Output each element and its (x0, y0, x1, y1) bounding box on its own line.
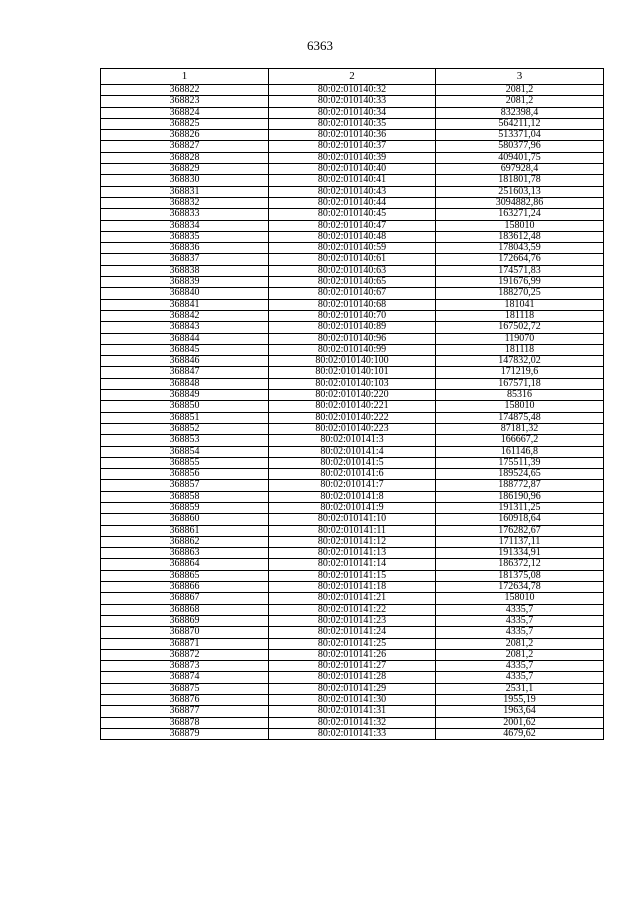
value-cell: 171137,11 (436, 536, 604, 547)
row-number-cell: 368854 (101, 446, 269, 457)
table-row (101, 638, 604, 649)
row-number-cell: 368824 (101, 107, 269, 118)
cadastral-number-cell: 80:02:010141:12 (269, 536, 436, 547)
table-row (101, 164, 604, 175)
value-cell: 2081,2 (436, 85, 604, 96)
cadastral-number-cell: 80:02:010141:25 (269, 638, 436, 649)
row-number-cell: 368852 (101, 423, 269, 434)
cadastral-number-cell: 80:02:010140:40 (269, 164, 436, 175)
cadastral-number-cell: 80:02:010141:30 (269, 695, 436, 706)
cadastral-number-cell: 80:02:010140:36 (269, 130, 436, 141)
row-number-cell: 368822 (101, 85, 269, 96)
cadastral-number-cell: 80:02:010141:23 (269, 615, 436, 626)
cadastral-number-cell: 80:02:010140:89 (269, 322, 436, 333)
value-cell: 513371,04 (436, 130, 604, 141)
cadastral-number-cell: 80:02:010141:10 (269, 514, 436, 525)
value-cell: 186372,12 (436, 559, 604, 570)
value-cell: 188772,87 (436, 480, 604, 491)
table-row (101, 96, 604, 107)
value-cell: 1963,64 (436, 706, 604, 717)
cadastral-number-cell: 80:02:010140:39 (269, 152, 436, 163)
table-row (101, 480, 604, 491)
cadastral-number-cell: 80:02:010141:7 (269, 480, 436, 491)
table-row (101, 333, 604, 344)
cadastral-number-cell: 80:02:010141:14 (269, 559, 436, 570)
table-row (101, 243, 604, 254)
value-cell: 181041 (436, 299, 604, 310)
column-header-2: 2 (269, 69, 436, 85)
row-number-cell: 368839 (101, 277, 269, 288)
value-cell: 2001,62 (436, 717, 604, 728)
cadastral-number-cell: 80:02:010141:27 (269, 661, 436, 672)
value-cell: 564211,12 (436, 118, 604, 129)
table-row (101, 536, 604, 547)
table-row (101, 141, 604, 152)
value-cell: 172634,78 (436, 582, 604, 593)
row-number-cell: 368875 (101, 683, 269, 694)
cadastral-number-cell: 80:02:010141:33 (269, 728, 436, 739)
value-cell: 171219,6 (436, 367, 604, 378)
row-number-cell: 368873 (101, 661, 269, 672)
row-number-cell: 368855 (101, 457, 269, 468)
table-row (101, 502, 604, 513)
column-header-3: 3 (436, 69, 604, 85)
row-number-cell: 368848 (101, 378, 269, 389)
table-row (101, 152, 604, 163)
row-number-cell: 368849 (101, 390, 269, 401)
value-cell: 166667,2 (436, 435, 604, 446)
value-cell: 580377,96 (436, 141, 604, 152)
row-number-cell: 368841 (101, 299, 269, 310)
cadastral-number-cell: 80:02:010140:223 (269, 423, 436, 434)
value-cell: 181118 (436, 310, 604, 321)
row-number-cell: 368879 (101, 728, 269, 739)
row-number-cell: 368830 (101, 175, 269, 186)
row-number-cell: 368826 (101, 130, 269, 141)
cadastral-number-cell: 80:02:010140:221 (269, 401, 436, 412)
cadastral-number-cell: 80:02:010140:47 (269, 220, 436, 231)
row-number-cell: 368856 (101, 469, 269, 480)
table-row (101, 695, 604, 706)
table-row (101, 514, 604, 525)
value-cell: 167502,72 (436, 322, 604, 333)
row-number-cell: 368829 (101, 164, 269, 175)
table-row (101, 254, 604, 265)
value-cell: 163271,24 (436, 209, 604, 220)
table-row (101, 570, 604, 581)
value-cell: 176282,67 (436, 525, 604, 536)
row-number-cell: 368850 (101, 401, 269, 412)
value-cell: 4335,7 (436, 661, 604, 672)
value-cell: 158010 (436, 220, 604, 231)
table-row (101, 491, 604, 502)
table-row (101, 423, 604, 434)
value-cell: 167571,18 (436, 378, 604, 389)
value-cell: 161146,8 (436, 446, 604, 457)
value-cell: 4335,7 (436, 627, 604, 638)
table-row (101, 85, 604, 96)
cadastral-number-cell: 80:02:010141:15 (269, 570, 436, 581)
cadastral-number-cell: 80:02:010140:41 (269, 175, 436, 186)
cadastral-number-cell: 80:02:010140:103 (269, 378, 436, 389)
table-row (101, 367, 604, 378)
value-cell: 188270,25 (436, 288, 604, 299)
table-row (101, 288, 604, 299)
value-cell: 697928,4 (436, 164, 604, 175)
table-row (101, 717, 604, 728)
value-cell: 160918,64 (436, 514, 604, 525)
cadastral-number-cell: 80:02:010140:63 (269, 265, 436, 276)
value-cell: 186190,96 (436, 491, 604, 502)
value-cell: 85316 (436, 390, 604, 401)
cadastral-number-cell: 80:02:010141:28 (269, 672, 436, 683)
value-cell: 174571,83 (436, 265, 604, 276)
row-number-cell: 368846 (101, 356, 269, 367)
cadastral-number-cell: 80:02:010141:9 (269, 502, 436, 513)
cadastral-number-cell: 80:02:010140:70 (269, 310, 436, 321)
table-row (101, 186, 604, 197)
row-number-cell: 368845 (101, 344, 269, 355)
row-number-cell: 368823 (101, 96, 269, 107)
row-number-cell: 368878 (101, 717, 269, 728)
table-row (101, 356, 604, 367)
cadastral-number-cell: 80:02:010141:13 (269, 548, 436, 559)
row-number-cell: 368867 (101, 593, 269, 604)
table-row (101, 661, 604, 672)
cadastral-number-cell: 80:02:010140:220 (269, 390, 436, 401)
value-cell: 409401,75 (436, 152, 604, 163)
value-cell: 4679,62 (436, 728, 604, 739)
cadastral-number-cell: 80:02:010140:37 (269, 141, 436, 152)
row-number-cell: 368828 (101, 152, 269, 163)
table-row (101, 197, 604, 208)
value-cell: 1955,19 (436, 695, 604, 706)
value-cell: 119070 (436, 333, 604, 344)
value-cell: 191676,99 (436, 277, 604, 288)
row-number-cell: 368844 (101, 333, 269, 344)
value-cell: 158010 (436, 401, 604, 412)
table-row (101, 231, 604, 242)
row-number-cell: 368838 (101, 265, 269, 276)
table-row (101, 469, 604, 480)
value-cell: 87181,32 (436, 423, 604, 434)
cadastral-number-cell: 80:02:010140:32 (269, 85, 436, 96)
table-row (101, 627, 604, 638)
table-row (101, 412, 604, 423)
cadastral-number-cell: 80:02:010141:6 (269, 469, 436, 480)
table-row (101, 310, 604, 321)
value-cell: 181375,08 (436, 570, 604, 581)
cadastral-number-cell: 80:02:010140:100 (269, 356, 436, 367)
value-cell: 183612,48 (436, 231, 604, 242)
cadastral-number-cell: 80:02:010140:45 (269, 209, 436, 220)
value-cell: 178043,59 (436, 243, 604, 254)
row-number-cell: 368864 (101, 559, 269, 570)
row-number-cell: 368877 (101, 706, 269, 717)
row-number-cell: 368865 (101, 570, 269, 581)
value-cell: 2081,2 (436, 96, 604, 107)
value-cell: 2081,2 (436, 638, 604, 649)
cadastral-number-cell: 80:02:010141:4 (269, 446, 436, 457)
row-number-cell: 368842 (101, 310, 269, 321)
table-row (101, 593, 604, 604)
cadastral-number-cell: 80:02:010141:18 (269, 582, 436, 593)
row-number-cell: 368862 (101, 536, 269, 547)
row-number-cell: 368840 (101, 288, 269, 299)
cadastral-number-cell: 80:02:010140:59 (269, 243, 436, 254)
value-cell: 172664,76 (436, 254, 604, 265)
table-row (101, 390, 604, 401)
table-row (101, 378, 604, 389)
value-cell: 181801,78 (436, 175, 604, 186)
table-row (101, 130, 604, 141)
row-number-cell: 368835 (101, 231, 269, 242)
row-number-cell: 368874 (101, 672, 269, 683)
table-row (101, 615, 604, 626)
value-cell: 3094882,86 (436, 197, 604, 208)
cadastral-number-cell: 80:02:010141:8 (269, 491, 436, 502)
row-number-cell: 368834 (101, 220, 269, 231)
table-row (101, 277, 604, 288)
row-number-cell: 368837 (101, 254, 269, 265)
cadastral-number-cell: 80:02:010140:34 (269, 107, 436, 118)
cadastral-number-cell: 80:02:010140:99 (269, 344, 436, 355)
row-number-cell: 368827 (101, 141, 269, 152)
table-row (101, 265, 604, 276)
table-row (101, 548, 604, 559)
table-row (101, 220, 604, 231)
row-number-cell: 368866 (101, 582, 269, 593)
table-row (101, 107, 604, 118)
row-number-cell: 368857 (101, 480, 269, 491)
page-number: 6363 (307, 38, 333, 53)
row-number-cell: 368872 (101, 649, 269, 660)
table-row (101, 175, 604, 186)
cadastral-number-cell: 80:02:010140:35 (269, 118, 436, 129)
cadastral-number-cell: 80:02:010140:101 (269, 367, 436, 378)
cadastral-number-cell: 80:02:010141:5 (269, 457, 436, 468)
table-row (101, 322, 604, 333)
row-number-cell: 368836 (101, 243, 269, 254)
row-number-cell: 368869 (101, 615, 269, 626)
cadastral-number-cell: 80:02:010140:68 (269, 299, 436, 310)
table-row (101, 401, 604, 412)
table-row (101, 209, 604, 220)
table-row (101, 649, 604, 660)
table-row (101, 672, 604, 683)
table-row (101, 446, 604, 457)
cadastral-number-cell: 80:02:010141:31 (269, 706, 436, 717)
value-cell: 4335,7 (436, 672, 604, 683)
cadastral-number-cell: 80:02:010140:65 (269, 277, 436, 288)
row-number-cell: 368868 (101, 604, 269, 615)
row-number-cell: 368859 (101, 502, 269, 513)
value-cell: 174875,48 (436, 412, 604, 423)
value-cell: 4335,7 (436, 615, 604, 626)
table-row (101, 728, 604, 739)
cadastral-number-cell: 80:02:010141:29 (269, 683, 436, 694)
table-row (101, 604, 604, 615)
value-cell: 189524,65 (436, 469, 604, 480)
value-cell: 181118 (436, 344, 604, 355)
table-header-row (101, 69, 604, 85)
row-number-cell: 368847 (101, 367, 269, 378)
value-cell: 251603,13 (436, 186, 604, 197)
cadastral-number-cell: 80:02:010141:11 (269, 525, 436, 536)
cadastral-number-cell: 80:02:010141:21 (269, 593, 436, 604)
cadastral-number-cell: 80:02:010140:48 (269, 231, 436, 242)
value-cell: 191311,25 (436, 502, 604, 513)
cadastral-number-cell: 80:02:010141:26 (269, 649, 436, 660)
table-row (101, 299, 604, 310)
row-number-cell: 368876 (101, 695, 269, 706)
column-header-1: 1 (101, 69, 269, 85)
data-table (100, 68, 604, 740)
value-cell: 4335,7 (436, 604, 604, 615)
cadastral-number-cell: 80:02:010141:22 (269, 604, 436, 615)
cadastral-number-cell: 80:02:010140:222 (269, 412, 436, 423)
table-row (101, 525, 604, 536)
cadastral-number-cell: 80:02:010141:24 (269, 627, 436, 638)
value-cell: 2531,1 (436, 683, 604, 694)
row-number-cell: 368861 (101, 525, 269, 536)
row-number-cell: 368831 (101, 186, 269, 197)
row-number-cell: 368843 (101, 322, 269, 333)
table-row (101, 706, 604, 717)
cadastral-number-cell: 80:02:010140:67 (269, 288, 436, 299)
table-row (101, 559, 604, 570)
table-row (101, 683, 604, 694)
row-number-cell: 368863 (101, 548, 269, 559)
row-number-cell: 368825 (101, 118, 269, 129)
row-number-cell: 368833 (101, 209, 269, 220)
row-number-cell: 368860 (101, 514, 269, 525)
value-cell: 191334,91 (436, 548, 604, 559)
row-number-cell: 368870 (101, 627, 269, 638)
table-row (101, 435, 604, 446)
cadastral-number-cell: 80:02:010141:3 (269, 435, 436, 446)
row-number-cell: 368853 (101, 435, 269, 446)
table-row (101, 344, 604, 355)
table-row (101, 118, 604, 129)
table-row (101, 457, 604, 468)
cadastral-number-cell: 80:02:010140:44 (269, 197, 436, 208)
value-cell: 2081,2 (436, 649, 604, 660)
table-row (101, 582, 604, 593)
row-number-cell: 368851 (101, 412, 269, 423)
cadastral-number-cell: 80:02:010140:96 (269, 333, 436, 344)
row-number-cell: 368832 (101, 197, 269, 208)
value-cell: 832398,4 (436, 107, 604, 118)
cadastral-number-cell: 80:02:010140:43 (269, 186, 436, 197)
value-cell: 158010 (436, 593, 604, 604)
table-body (101, 85, 604, 740)
value-cell: 147832,02 (436, 356, 604, 367)
row-number-cell: 368871 (101, 638, 269, 649)
cadastral-number-cell: 80:02:010141:32 (269, 717, 436, 728)
cadastral-number-cell: 80:02:010140:61 (269, 254, 436, 265)
cadastral-number-cell: 80:02:010140:33 (269, 96, 436, 107)
row-number-cell: 368858 (101, 491, 269, 502)
value-cell: 175511,39 (436, 457, 604, 468)
